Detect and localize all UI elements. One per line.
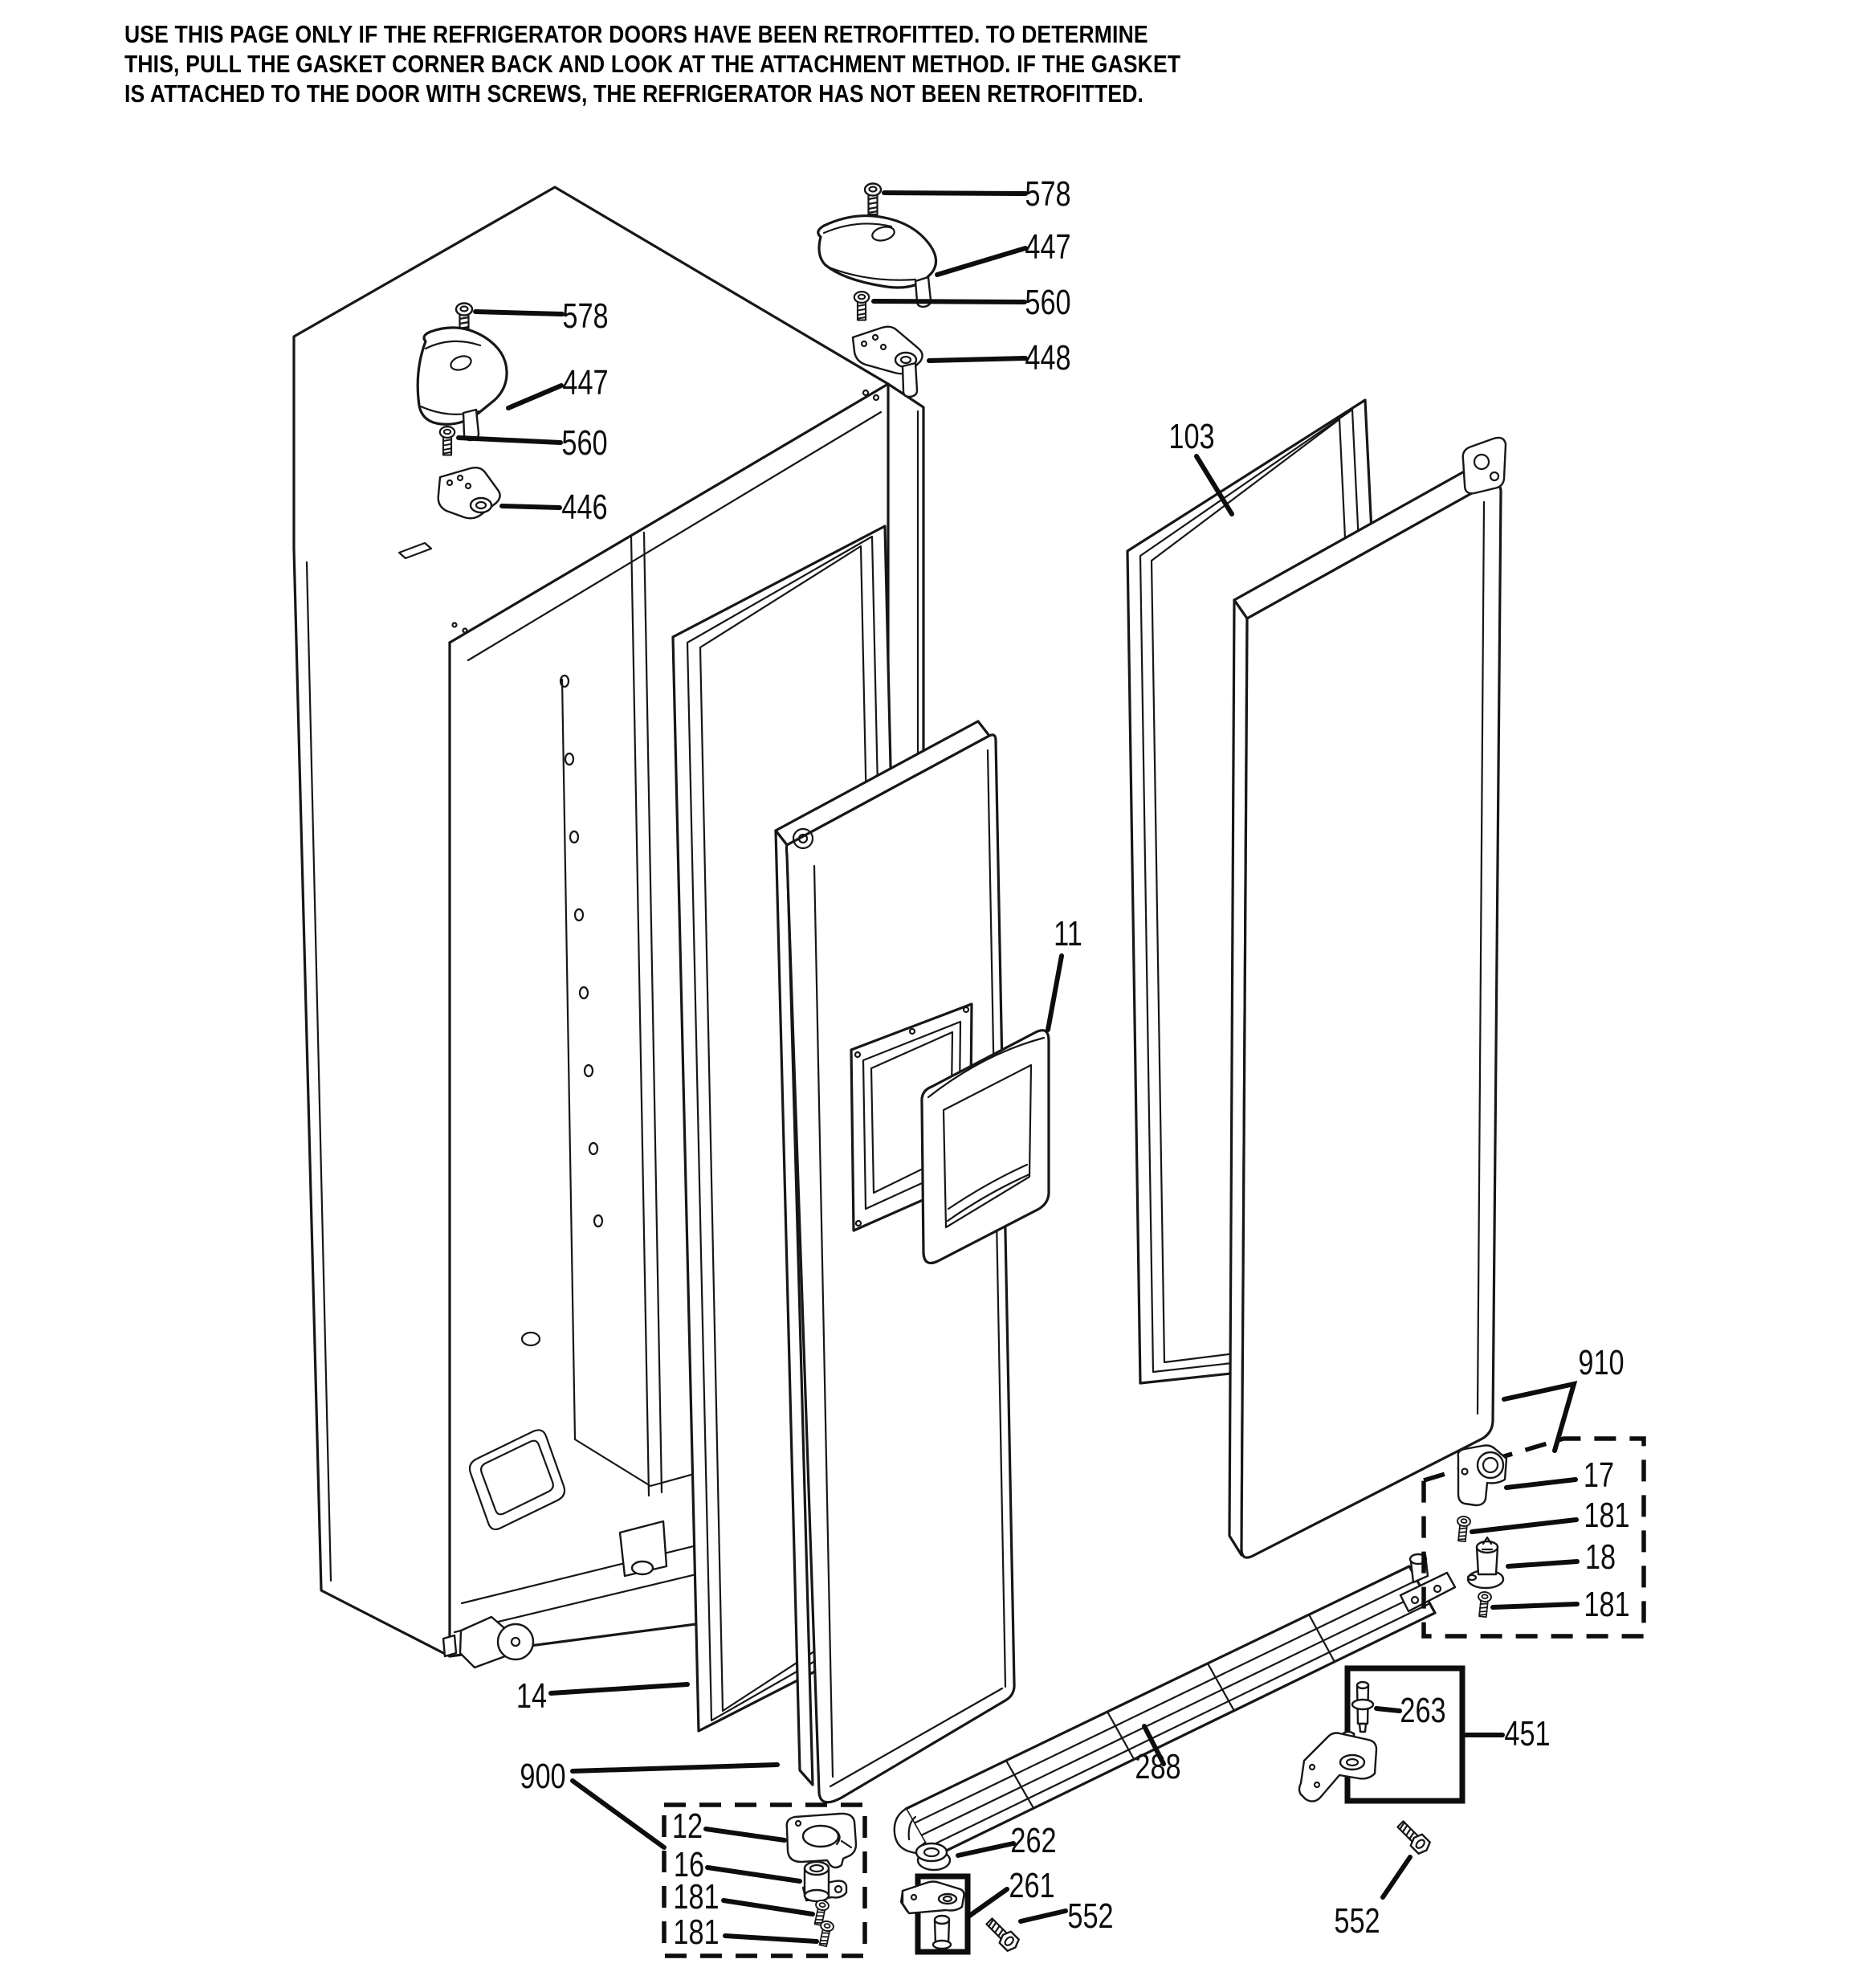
part-callout-288: 288 — [1135, 1747, 1181, 1786]
warning-line-2: THIS, PULL THE GASKET CORNER BACK AND LOOK AT THE ATTACHMENT METHOD. IF THE GASKET — [124, 50, 1181, 78]
part-callout-447-left: 447 — [562, 363, 609, 402]
part-callout-578-left: 578 — [562, 296, 609, 336]
part-callout-552-right: 552 — [1334, 1901, 1380, 1941]
part-callout-103: 103 — [1168, 417, 1215, 456]
part-callout-11: 11 — [1054, 914, 1082, 953]
part-callout-14: 14 — [516, 1676, 548, 1716]
part-callout-262: 262 — [1010, 1821, 1057, 1860]
part-callout-12: 12 — [671, 1806, 703, 1846]
part-callout-261: 261 — [1009, 1866, 1055, 1905]
part-callout-446-left: 446 — [561, 488, 608, 527]
part-callout-263: 263 — [1400, 1691, 1446, 1730]
part-callout-900: 900 — [520, 1757, 566, 1796]
part-callout-910: 910 — [1578, 1343, 1625, 1382]
part-callout-451: 451 — [1504, 1714, 1551, 1753]
part-callout-448-right: 448 — [1025, 338, 1071, 378]
part-callout-552-left: 552 — [1067, 1896, 1114, 1936]
part-callout-181-b: 181 — [673, 1912, 720, 1952]
part-callout-447-right: 447 — [1025, 227, 1071, 267]
part-callout-16: 16 — [673, 1845, 705, 1884]
part-callout-578-right: 578 — [1025, 174, 1071, 214]
part-callout-181-c: 181 — [1584, 1496, 1630, 1535]
part-callout-181-a: 181 — [673, 1877, 720, 1917]
part-callout-560-left: 560 — [561, 423, 608, 463]
warning-line-3: IS ATTACHED TO THE DOOR WITH SCREWS, THE REFRIGERATOR HAS NOT BEEN RETROFITTED. — [124, 80, 1144, 108]
part-callout-560-right: 560 — [1025, 283, 1071, 322]
part-callout-18: 18 — [1584, 1537, 1616, 1577]
part-callout-17: 17 — [1583, 1455, 1615, 1495]
part-callout-181-d: 181 — [1584, 1585, 1630, 1624]
warning-line-1: USE THIS PAGE ONLY IF THE REFRIGERATOR DOORS HAVE BEEN RETROFITTED. TO DETERMINE — [124, 20, 1148, 48]
